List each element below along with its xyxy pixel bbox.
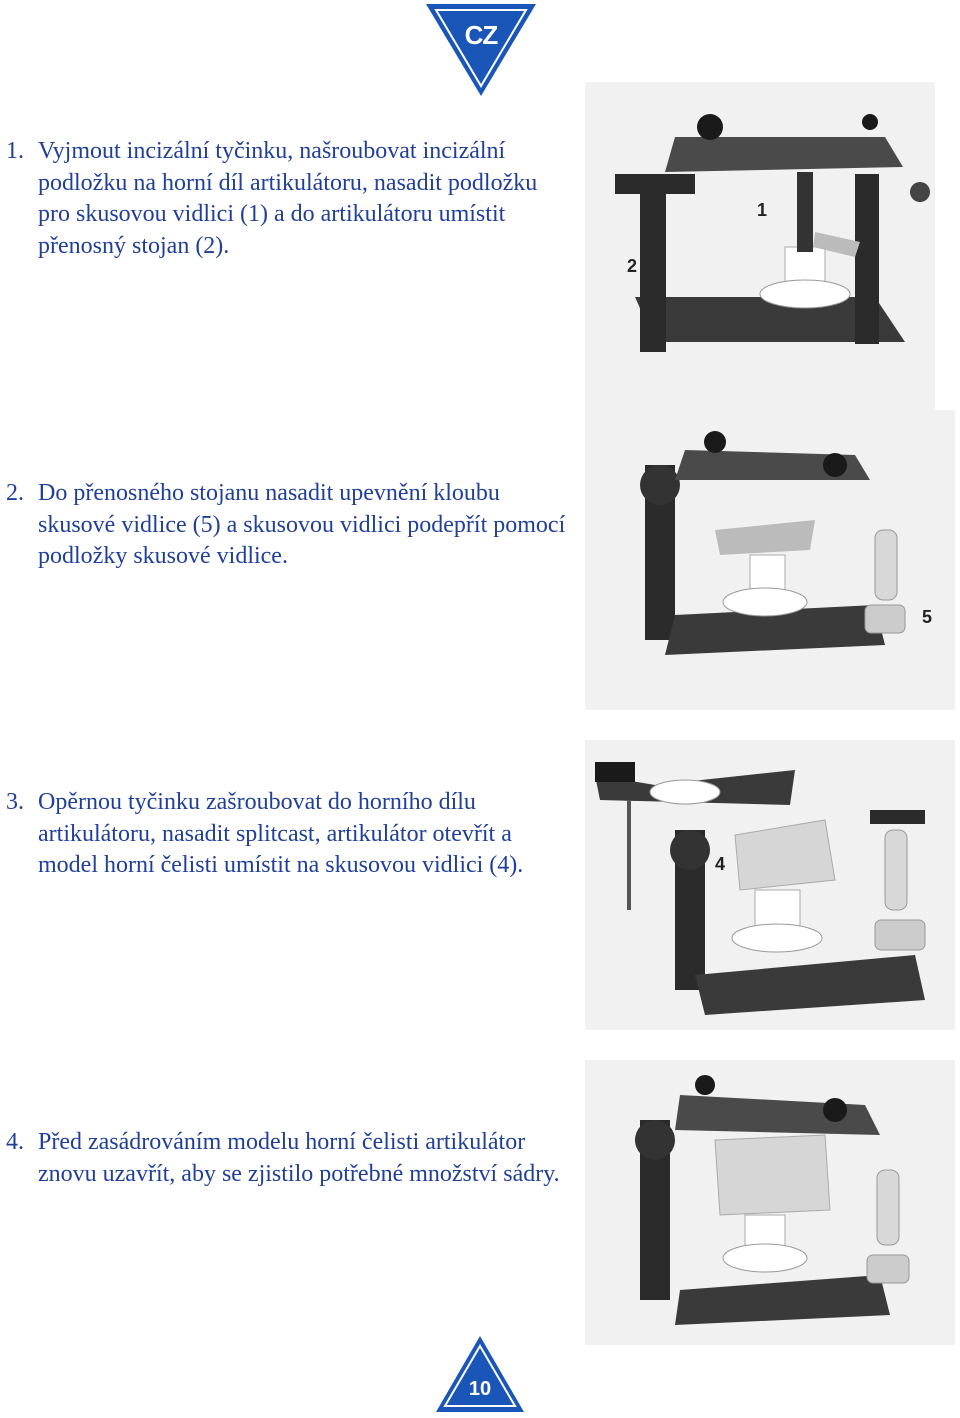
callout-1: 1: [757, 200, 768, 220]
instruction-step-3: [0, 787, 575, 882]
instruction-step-2: [0, 478, 575, 573]
articulator-photo-1: [585, 82, 935, 412]
callout-2: 2: [627, 256, 638, 276]
triangle-badge-icon: [434, 1334, 526, 1414]
language-code: CZ: [464, 20, 498, 50]
callout-4: 4: [715, 854, 726, 874]
articulator-photo-4: [585, 1060, 955, 1345]
language-badge: [424, 2, 538, 98]
step-text: Před zasádrováním modelu horní čelisti artikulátor znovu uzavřít, aby se zjistilo potřebné množství sádry.: [38, 1129, 560, 1187]
step-text: Opěrnou tyčinku zašroubovat do horního dílu artikulátoru, nasadit splitcast, artikulátor otevřít a model horní čelisti umístit na skusovou vidlici (4).: [38, 789, 524, 878]
articulator-photo-3: [585, 740, 955, 1030]
page-number-badge: [434, 1334, 526, 1414]
page-number: 10: [468, 1378, 492, 1400]
step-text: Do přenosného stojanu nasadit upevnění kloubu skusové vidlice (5) a skusovou vidlici podepřít pomocí podložky skusové vidlice.: [38, 480, 566, 569]
step-number: 4.: [6, 1129, 24, 1155]
articulator-photo-2: [585, 410, 955, 710]
step-number: 3.: [6, 789, 24, 815]
instruction-step-4: [0, 1127, 575, 1190]
step-number: 1.: [6, 138, 24, 164]
callout-5: 5: [922, 607, 933, 627]
instruction-step-1: [0, 136, 575, 262]
step-text: Vyjmout incizální tyčinku, našroubovat incizální podložku na horní díl artikulátoru, nasadit podložku pro skusovou vidlici (1) a do artikulátoru umístit přenosný stojan (2).: [38, 138, 538, 259]
step-number: 2.: [6, 480, 24, 506]
